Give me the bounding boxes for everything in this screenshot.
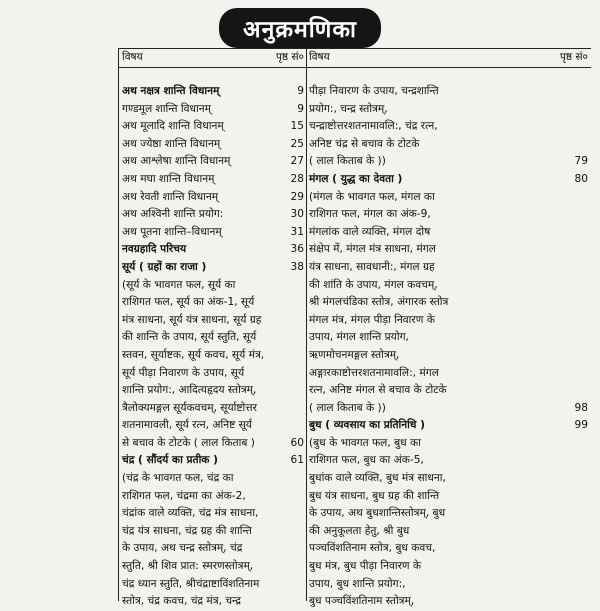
entry-page: 98 bbox=[574, 401, 588, 414]
right-column bbox=[309, 48, 588, 611]
index-entry bbox=[122, 101, 304, 119]
mangal-heading: मंगल ( युद्ध का देवता ) 80 bbox=[309, 171, 588, 189]
mangal-description-end: ( लाल किताब के )) 98 bbox=[309, 400, 588, 418]
chandra-continued: पीड़ा निवारण के उपाय, चन्द्रशान्ति प्रयोग:, चन्द्र स्तोत्रम्, चन्द्राष्टोत्तरशतनामावलि:, चंद्र रत्न, अनिष्ट चंद्र से बचाव के टोटके bbox=[309, 85, 439, 150]
page-title: अनुक्रमणिका bbox=[219, 8, 381, 48]
budh-heading: बुध ( व्यवसाय का प्रतिनिधि ) 99 bbox=[309, 417, 588, 435]
entry-page: 25 bbox=[290, 137, 304, 150]
entry-label: अथ पूतना शान्ति–विधानम् bbox=[122, 225, 222, 238]
index-entry bbox=[122, 224, 304, 242]
entry-page: 9 bbox=[297, 102, 304, 115]
entry-page: 60 bbox=[290, 436, 304, 449]
surya-description-end: से बचाव के टोटके ( लाल किताब ) 60 bbox=[122, 435, 304, 453]
index-entry bbox=[122, 171, 304, 189]
entry-label: अथ रेवती शान्ति विधानम् bbox=[122, 190, 219, 203]
index-entry bbox=[122, 136, 304, 154]
left-column bbox=[122, 48, 304, 611]
budh-description: (बुध के भावगत फल, बुध का राशिगत फल, बुध का अंक-5, बुधांक वाले व्यक्ति, बुध मंत्र साधना, बुध यंत्र साधना, बुध ग्रह की शान्ति के उपाय, अथ बुधशान्तिस्तोत्रम्, बुध की अनुकूलता हेतु, श्री बुध पञ्चविंशतिनाम स्तोत्र, बुध कवच, बुध मंत्र, बुध पीड़ा निवारण के उपाय, बुध शान्ति प्रयोग:, बुध पञ्चविंशतिनाम स्तोत्रम्, bbox=[309, 436, 446, 608]
entry-page: 61 bbox=[290, 454, 304, 467]
entry-label: अथ आश्लेषा शान्ति विधानम् bbox=[122, 155, 231, 168]
subject-header: विषय bbox=[122, 51, 143, 63]
chandra-description: (चंद्र के भावगत फल, चंद्र का राशिगत फल, चंद्रमा का अंक-2, चंद्रांक वाले व्यक्ति, चंद्र मंत्र साधना, चंद्र यंत्र साधना, चंद्र ग्रह की शान्ति के उपाय, अथ चन्द्र स्तोत्रम्, चंद्र स्तुति, श्री शिव प्रात: स्मरणस्तोत्रम्, चंद्र ध्यान स्तुति, श्रीचंद्राष्टाविंशतिनाम स्तोत्र, चंद्र कवच, चंद्र मंत्र, चन्द्र bbox=[122, 472, 260, 608]
index-entry bbox=[122, 83, 304, 101]
entry-page: 28 bbox=[290, 172, 304, 185]
left-header bbox=[122, 48, 304, 66]
index-entry bbox=[122, 118, 304, 136]
page-header: पृष्ठ सं० bbox=[275, 51, 304, 63]
entry-page: 15 bbox=[290, 120, 304, 133]
entry-label: अथ ज्येष्ठा शान्ति विधानम् bbox=[122, 137, 221, 150]
entry-page: 27 bbox=[290, 155, 304, 168]
entry-page: 9 bbox=[297, 85, 304, 97]
entry-page: 36 bbox=[290, 243, 304, 256]
index-entry bbox=[122, 189, 304, 207]
entry-label: अथ मघा शान्ति विधानम् bbox=[122, 172, 215, 185]
index-entry bbox=[122, 153, 304, 171]
right-header bbox=[309, 48, 588, 66]
page-header: पृष्ठ सं० bbox=[559, 51, 588, 63]
index-entry bbox=[122, 241, 304, 259]
entry-page: 79 bbox=[574, 155, 588, 168]
subject-header: विषय bbox=[309, 51, 330, 63]
entry-label: अथ नक्षत्र शान्ति विधानम् bbox=[122, 85, 220, 97]
entry-page: 30 bbox=[290, 208, 304, 221]
entry-page: 29 bbox=[290, 190, 304, 203]
entry-label: नवग्रहादि परिचय bbox=[122, 243, 187, 256]
entry-page: 99 bbox=[574, 419, 588, 432]
entry-label: अथ मूलादि शान्ति विधानम् bbox=[122, 120, 224, 133]
chandra-continued-end: ( लाल किताब के )) 79 bbox=[309, 153, 588, 171]
mangal-description: (मंगल के भावगत फल, मंगल का राशिगत फल, मंगल का अंक-9, मंगलांक वाले व्यक्ति, मंगल दोष संक्षेप में, मंगल मंत्र साधना, मंगल यंत्र साधना, सावधानी:, मंगल ग्रह की शांति के उपाय, मंगल कवचम्, श्री मंगलचंडिका स्तोत्र, अंगारक स्तोत्र मंगल मंत्र, मंगल पीड़ा निवारण के उपाय, मंगल शान्ति प्रयोग, ऋणमोचनमङ्गल स्तोत्रम्, अङ्गारकाष्टोत्तरशतनामावलि:, मंगल रत्न, अनिष्ट मंगल से बचाव के टोटके bbox=[309, 190, 449, 397]
index-entry bbox=[122, 206, 304, 224]
column-divider bbox=[306, 49, 307, 601]
entry-label: सूर्य ( ग्रहों का राजा ) bbox=[122, 260, 207, 273]
entry-page: 80 bbox=[574, 172, 588, 185]
title-area bbox=[0, 8, 600, 48]
entry-page: 38 bbox=[290, 260, 304, 273]
chandra-heading: चंद्र ( सौंदर्य का प्रतीक ) 61 bbox=[122, 452, 304, 470]
index-entry bbox=[122, 259, 304, 277]
surya-description: (सूर्य के भावगत फल, सूर्य का राशिगत फल, सूर्य का अंक-1, सूर्य मंत्र साधना, सूर्य यंत्र साधना, सूर्य ग्रह की शान्ति के उपाय, सूर्य स्तुति, सूर्य स्तवन, सूर्याष्टक, सूर्य कवच, सूर्य मंत्र, सूर्य पीड़ा निवारण के उपाय, सूर्य शान्ति प्रयोग:, आदित्यहृदय स्तोत्रम्, त्रैलोक्यमङ्गल सूर्यकवचम्, सूर्याष्टोत्तर शतनामावली, सूर्य रत्न, अनिष्ट सूर्य bbox=[122, 278, 265, 432]
entry-page: 31 bbox=[290, 225, 304, 238]
entry-label: अथ अश्विनी शान्ति प्रयोग: bbox=[122, 208, 224, 221]
entry-label: गण्डमूल शान्ति विधानम् bbox=[122, 102, 212, 115]
